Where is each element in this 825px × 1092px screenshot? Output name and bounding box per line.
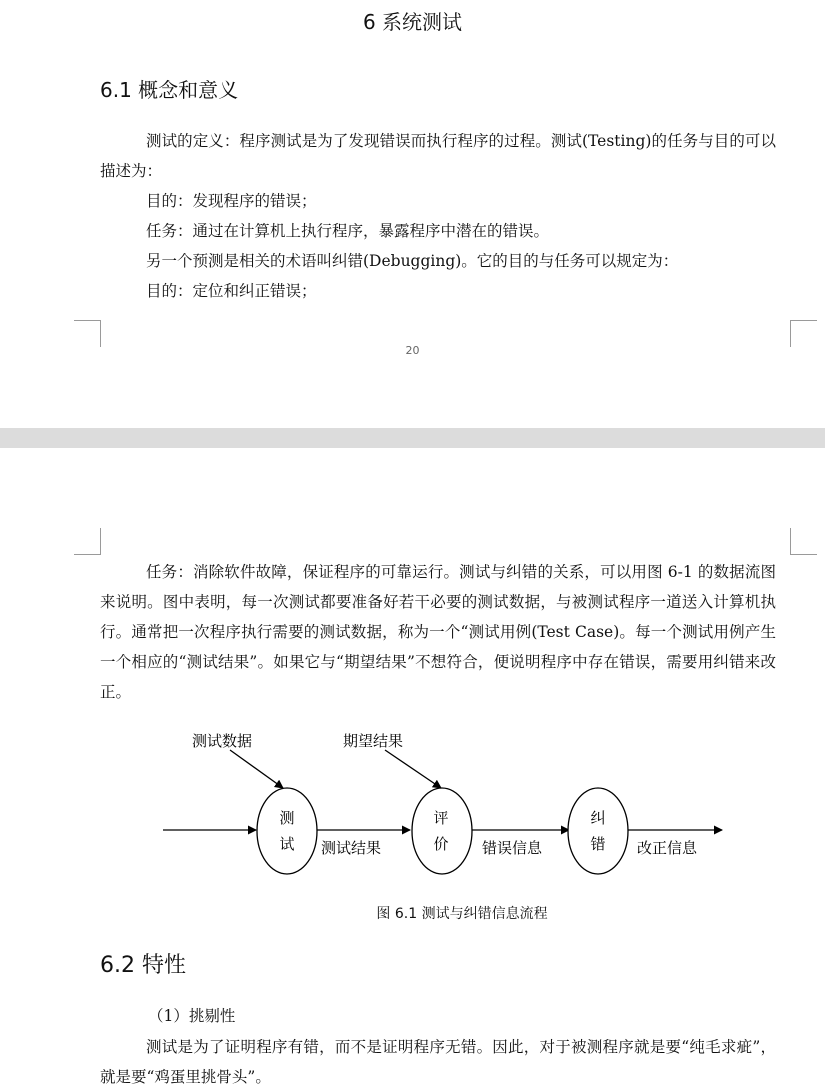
page-separator [0,428,825,448]
figure-caption: 图 6.1 测试与纠错信息流程 [376,906,548,922]
test-result-label: 测试结果 [321,839,382,857]
expected-result-arrow [385,750,441,788]
test-data-arrow [230,750,283,788]
purpose-line: 目的：发现程序的错误； [146,192,317,210]
node-evaluate-label-2: 价 [433,835,449,853]
page-number: 20 [405,344,420,357]
test-debug-flow-diagram [0,720,825,890]
node-test [257,788,317,874]
node-debug-label-1: 纠 [590,809,606,827]
node-debug [568,788,628,874]
task-line: 任务：通过在计算机上执行程序，暴露程序中潜在的错误。 [146,222,550,240]
chapter-title: 6 系统测试 [362,10,463,34]
item-1-heading: （1）挑剔性 [148,1007,236,1025]
debug-purpose-line: 目的：定位和纠正错误； [146,282,317,300]
document-page-2 [0,448,825,1085]
expected-result-label: 期望结果 [343,732,404,750]
document-page-1 [0,0,825,428]
task-paragraph: 任务：消除软件故障，保证程序的可靠运行。测试与纠错的关系，可以用图 6-1 的数据流图来说明。图中表明，每一次测试都要准备好若干必要的测试数据，与被测试程序一道送入计算机执行。通常把一次程序执行需要的测试数据，称为一个“测试用例(Test Case)。每一个测试用例产生一个相应的“测试结果”。如果它与“期望结果”不想符合，便说明程序中存在错误，需要用纠错来改正。 [100,563,776,701]
margin-corner-top-left [74,528,101,555]
node-evaluate [412,788,472,874]
node-test-label-2: 试 [279,835,295,853]
fix-info-label: 改正信息 [637,839,698,857]
section-title-6-1: 6.1 概念和意义 [100,78,239,102]
debugging-line: 另一个预测是相关的术语叫纠错(Debugging)。它的目的与任务可以规定为： [146,252,679,270]
section-title-6-2: 6.2 特性 [100,953,186,978]
margin-corner-bottom-right [790,320,817,347]
definition-paragraph: 测试的定义：程序测试是为了发现错误而执行程序的过程。测试(Testing)的任务与目的可以描述为： [100,132,776,180]
node-evaluate-label-1: 评 [433,809,449,827]
node-debug-label-2: 错 [590,835,606,853]
test-data-label: 测试数据 [192,732,253,750]
margin-corner-top-right [790,528,817,555]
node-test-label-1: 测 [279,809,295,827]
picky-paragraph: 测试是为了证明程序有错，而不是证明程序无错。因此，对于被测程序就是要“纯毛求疵”，就是要“鸡蛋里挑骨头”。 [100,1038,776,1086]
margin-corner-bottom-left [74,320,101,347]
error-info-label: 错误信息 [482,839,543,857]
